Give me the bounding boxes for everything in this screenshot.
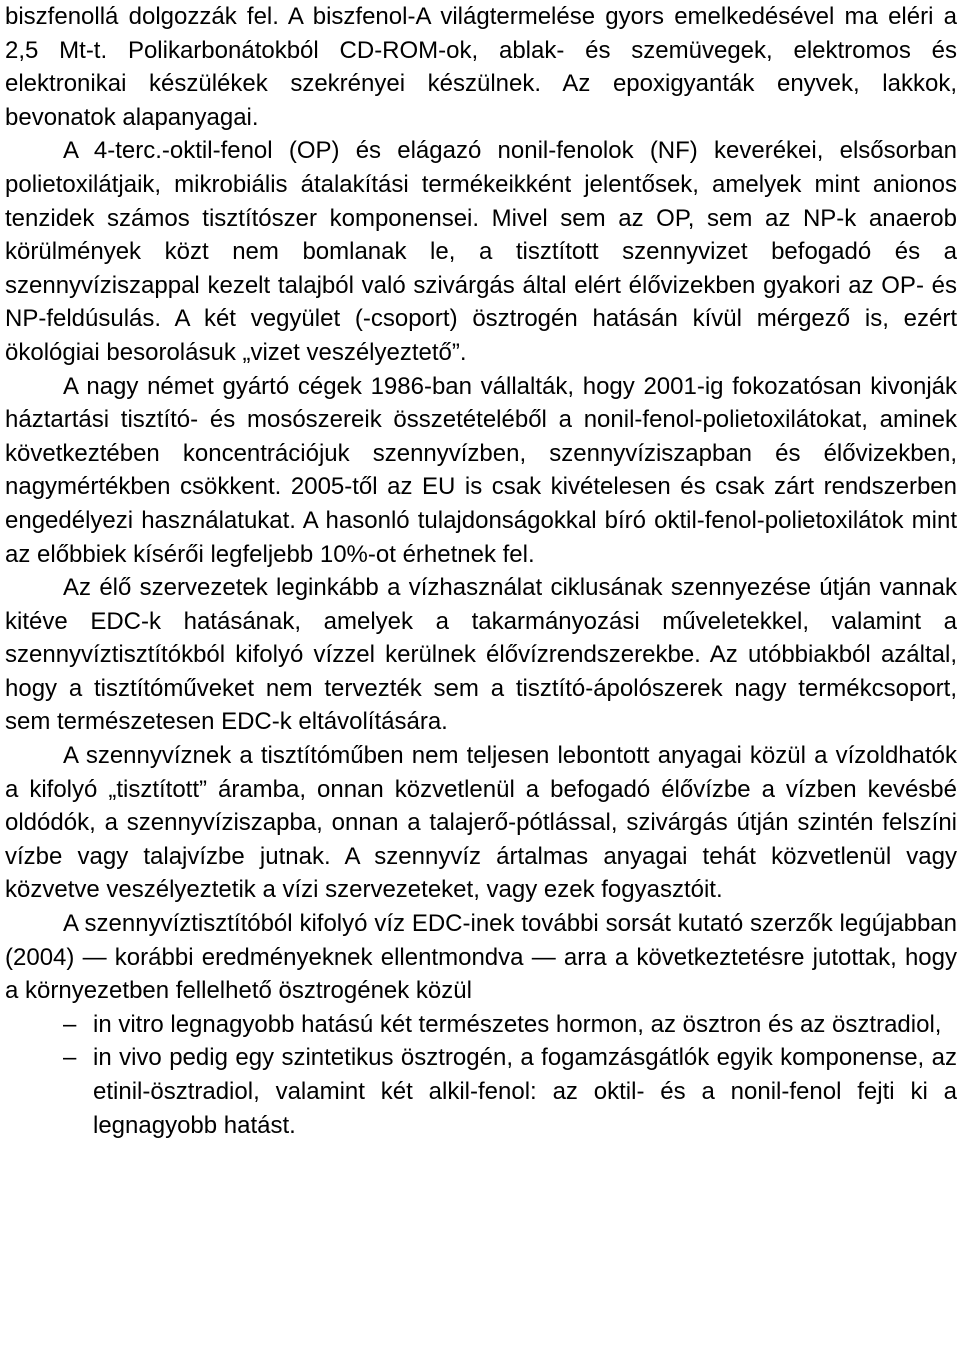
list-item <box>5 1008 957 1042</box>
list-item-text: in vivo pedig egy szintetikus ösztrogén, a fogamzásgátlók egyik komponense, az etinil-ösztradiol, valamint két alkil-fenol: az oktil- és a nonil-fenol fejti ki a legnagyobb hatást. <box>93 1044 957 1139</box>
list-item-text: in vitro legnagyobb hatású két természetes hormon, az ösztron és az ösztradiol, <box>93 1010 942 1038</box>
list-bullet: – <box>63 1010 77 1038</box>
paragraph-6: A szennyvíztisztítóból kifolyó víz EDC-inek további sorsát kutató szerzők legújabban (2004) — korábbi eredményeknek ellentmondva — arra a következtetésre jutottak, hogy a környezetben fellelhető ösztrogének közül <box>5 910 957 1005</box>
list-item <box>5 1041 957 1142</box>
paragraph-5: A szennyvíznek a tisztítóműben nem teljesen lebontott anyagai közül a vízoldhatók a kifolyó „tisztított” áramba, onnan közvetlenül a befogadó élővízbe a vízben kevésbé oldódók, a szennyvíziszapba, onnan a talajerő-pótlással, szivárgás útján szintén felszíni vízbe vagy talajvízbe jutnak. A szennyvíz ártalmas anyagai tehát közvetlenül vagy közvetve veszélyeztetik a vízi szervezeteket, vagy ezek fogyasztóit. <box>5 742 957 904</box>
list-bullet: – <box>63 1044 77 1072</box>
paragraph-3: A nagy német gyártó cégek 1986-ban vállalták, hogy 2001-ig fokozatósan kivonják háztartási tisztító- és mosószereik összetételéből a nonil-fenol-polietoxilátokat, aminek következtében koncentrációjuk szennyvízben, szennyvíziszapban és élővizekben, nagymértékben csökkent. 2005-től az EU is csak kivételesen és csak zárt rendszerben engedélyezi használatukat. A hasonló tulajdonságokkal bíró oktil-fenol-polietoxilátok mint az előbbiek kísérői legfeljebb 10%-ot érhetnek fel. <box>5 372 957 568</box>
estrogen-list <box>5 1008 957 1142</box>
paragraph-2: A 4-terc.-oktil-fenol (OP) és elágazó nonil-fenolok (NF) keverékei, elsősorban polietoxilátjaik, mikrobiális átalakítási termékeikként jelentősek, amelyek mint anionos tenzidek számos tisztítószer komponensei. Mivel sem az OP, sem az NP-k anaerob körülmények közt nem bomlanak le, a tisztított szennyvizet befogadó és a szennyvíziszappal kezelt talajból való szivárgás által elért élővizekben gyakori az OP- és NP-feldúsulás. A két vegyület (-csoport) ösztrogén hatásán kívül mérgező is, ezért ökológiai besorolásuk „vizet veszélyeztető”. <box>5 137 957 366</box>
paragraph-4: Az élő szervezetek leginkább a vízhasználat ciklusának szennyezése útján vannak kitéve EDC-k hatásának, amelyek a takarmányozási műveletekkel, valamint a szennyvíztisztítókból kifolyó vízzel kerülnek élővízrendszerekbe. Az utóbbiakból azáltal, hogy a tisztítóműveket nem tervezték sem a tisztító-ápolószerek nagy termékcsoport, sem természetesen EDC-k eltávolítására. <box>5 574 957 736</box>
paragraph-1: biszfenollá dolgozzák fel. A biszfenol-A világtermelése gyors emelkedésével ma eléri a 2,5 Mt-t. Polikarbonátokból CD-ROM-ok, ablak- és szemüvegek, elektromos és elektronikai készülékek szekrényei készülnek. Az epoxigyanták enyvek, lakkok, bevonatok alapanyagai. <box>5 3 957 131</box>
